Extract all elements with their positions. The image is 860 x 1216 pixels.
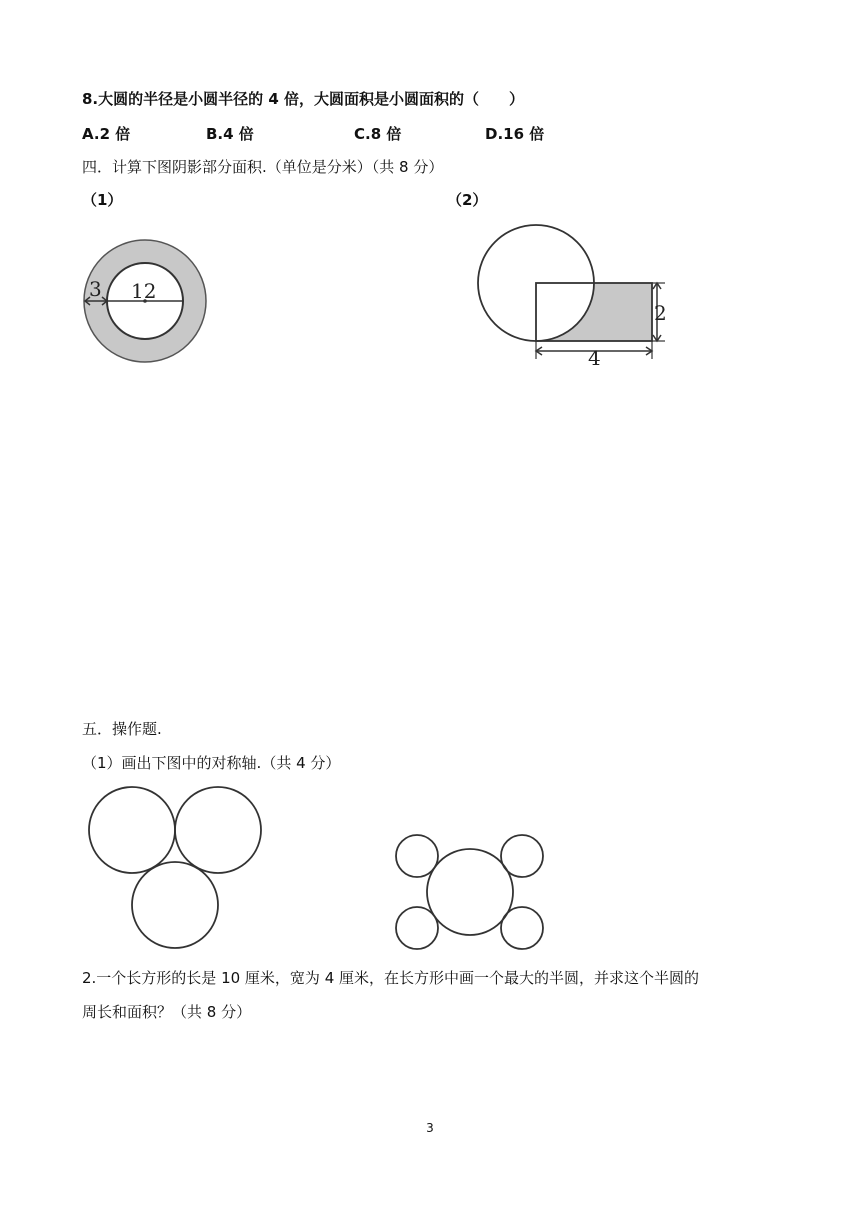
section-4-title: 四．计算下图阴影部分面积.（单位是分米）（共 8 分） [82,158,444,176]
figure-2-label: （2） [447,191,488,209]
figure-1-label: （1） [82,191,123,209]
circle-top-left [89,787,175,873]
circle-small-bottom-right [501,907,543,949]
section-5-sub-1: （1）画出下图中的对称轴.（共 4 分） [82,754,341,772]
q8-option-c: C.8 倍 [354,125,402,143]
width-label: 4 [588,346,601,370]
height-label: 2 [654,301,667,325]
figure-2-circle-rectangle [475,224,675,374]
circle-small-bottom-left [396,907,438,949]
circle-small-top-right [501,835,543,877]
q8-option-b: B.4 倍 [206,125,254,143]
ring-width-label: 3 [89,277,102,301]
section-5-title: 五．操作题. [82,720,162,738]
question-2-line-1: 2.一个长方形的长是 10 厘米，宽为 4 厘米，在长方形中画一个最大的半圆，并求这个半圆的 [82,969,700,987]
five-circles-figure [392,829,548,955]
diameter-label: 12 [131,279,157,303]
q8-option-d: D.16 倍 [485,125,545,143]
three-circles-figure [85,784,265,954]
question-8-stem: 8.大圆的半径是小圆半径的 4 倍，大圆面积是小圆面积的（ ） [82,90,525,108]
question-2-line-2: 周长和面积？（共 8 分） [82,1003,252,1021]
circle-center [427,849,513,935]
q8-option-a: A.2 倍 [82,125,131,143]
figure-1-annulus [80,236,210,366]
circle-small-top-left [396,835,438,877]
circle-bottom [132,862,218,948]
page-number: 3 [426,1121,434,1135]
circle-top-right [175,787,261,873]
